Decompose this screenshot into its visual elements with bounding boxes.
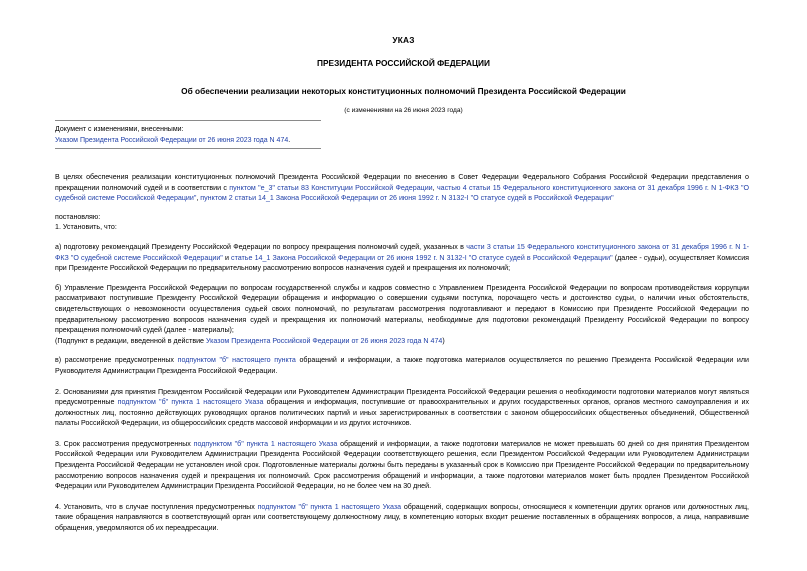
- decree-title: УКАЗ: [392, 35, 415, 45]
- changes-note: (с изменениями на 26 июня 2023 года): [344, 107, 463, 114]
- status-law-link[interactable]: пунктом 2 статьи 14_1 Закона Российской Федерации от 26 июня 1992 г. N 3132-I "О статусе судей в Российской Федерации": [200, 194, 614, 203]
- amendments-box: [55, 120, 321, 149]
- item-1v: в) рассмотрение предусмотренных подпунктом "б" настоящего пункта обращений и информации, а также подготовка материалов осуществляется по решению Президента Российской Федерации или Руководителя Администрации Президента Российской Федерации.: [55, 356, 749, 375]
- item-2: 2. Основаниями для принятия Президентом Российской Федерации или Руководителем Администрации Президента Российской Федерации решения о необходимости подготовки материалов могут являться предусмотренные подпунктом "б" пункта 1 настоящего Указа обращения и информация, поступившие от правоохранительных и других государственных органов, органов местного самоуправления и их должностных лиц, постоянно действующих руководящих органов политических партий и иных зарегистрированных в соответствии с законом общероссийских общественных объединений, Общественной палаты Российской Федерации, из общероссийских средств массовой информации и из других источников.: [55, 387, 749, 428]
- constitution-link[interactable]: пунктом "е_3" статьи 83 Конституции Российской Федерации: [229, 183, 433, 192]
- preamble-paragraph: В целях обеспечения реализации конституционных полномочий Президента Российской Федерации по внесению в Совет Федерации Федерального Собрания Российской Федерации представления о прекращении полномочий судей и в соответствии с пунктом "е_3" статьи 83 Конституции Российской Федерации, частью 4 статьи 15 Федерального конституционного закона от 31 декабря 1996 г. N 1-ФКЗ "О судебной системе Российской Федерации", пунктом 2 статьи 14_1 Закона Российской Федерации от 26 июня 1992 г. N 3132-I "О статусе судей в Российской Федерации": [55, 173, 749, 203]
- divider: [55, 120, 321, 121]
- item-1a: а) подготовку рекомендаций Президенту Российской Федерации по вопросу прекращения полномочий судей, указанных в части 3 статьи 15 Федерального конституционного закона от 31 декабря 1996 г. N 1-ФКЗ "О судебной системе Российской Федерации" и статье 14_1 Закона Российской Федерации от 26 июня 1992 г. N 3132-I "О статусе судей в Российской Федерации" (далее - судьи), осуществляет Комиссия при Президенте Российской Федерации по предварительному рассмотрению вопросов назначения судей и прекращения их полномочий;: [55, 242, 749, 273]
- item-4: 4. Установить, что в случае поступления предусмотренных подпунктом "б" пункта 1 настоящего Указа обращений, содержащих вопросы, относящиеся к компетенции других органов или должностных лиц, такие обращения направляются в соответствующий орган или соответствующему должностному лицу, в компетенцию которых входит решение поставленных в обращениях вопросов, а лица, направившие обращения, уведомляются об их переадресации.: [55, 502, 749, 533]
- divider: [55, 148, 321, 149]
- subitem-b-item-1-link[interactable]: подпунктом "б" пункта 1 настоящего Указа: [257, 502, 402, 511]
- item-1b: б) Управление Президента Российской Федерации по вопросам государственной службы и кадров совместно с Управлением Президента Российской Федерации по вопросам противодействия коррупции рассматривают поступившие Президенту Российской Федерации обращения и информацию о совершении судьями поступка, порочащего честь и достоинство судьи, о наличии иных обстоятельств, свидетельствующих о невозможности осуществления судьей своих полномочий, по результатам рассмотрения подготавливают и передают в Комиссию при Президенте Российской Федерации по предварительному рассмотрению вопросов назначения судей и прекращения их полномочий материалы, необходимые для подготовки рекомендаций Президенту Российской Федерации по вопросу прекращения полномочий судей (далее - материалы);: [55, 283, 749, 335]
- subitem-b-item-1-link[interactable]: подпунктом "б" пункта 1 настоящего Указа: [193, 439, 338, 448]
- amendment-link[interactable]: Указом Президента Российской Федерации от 26 июня 2023 года N 474: [55, 136, 289, 144]
- decree-subject: Об обеспечении реализации некоторых конституционных полномочий Президента Российской Федерации: [181, 86, 626, 96]
- subitem-b-item-1-link[interactable]: подпунктом "б" пункта 1 настоящего Указа: [117, 398, 264, 407]
- edit-decree-link[interactable]: Указом Президента Российской Федерации от 26 июня 2023 года N 474: [205, 336, 443, 345]
- amendments-entry: Указом Президента Российской Федерации от 26 июня 2023 года N 474.: [55, 136, 291, 144]
- document-body: [55, 172, 749, 541]
- item-1b-edit-note: (Подпункт в редакции, введенной в действие Указом Президента Российской Федерации от 26 июня 2023 года N 474): [55, 336, 445, 345]
- item-3: 3. Срок рассмотрения предусмотренных подпунктом "б" пункта 1 настоящего Указа обращений и информации, а также подготовки материалов не может превышать 60 дней со дня принятия Президентом Российской Федерации или Руководителем Администрации Президента Российской Федерации соответствующего решения, если Президентом Российской Федерации или Руководителем Администрации Президента Российской Федерации не установлен иной срок. Подготовленные материалы должны быть переданы в указанный срок в Комиссию при Президенте Российской Федерации по предварительному рассмотрению вопросов назначения судей и прекращения их полномочий. Срок рассмотрения обращений и информации, а также подготовки материалов может быть продлен Президентом Российской Федерации или Руководителем Администрации Президента Российской Федерации, но не более чем на 30 дней.: [55, 439, 749, 491]
- law-article-link[interactable]: статье 14_1 Закона Российской Федерации от 26 июня 1992 г. N 3132-I "О статусе судей в Российской Федерации": [231, 253, 613, 262]
- fkz-link[interactable]: частью 4 статьи 15 Федерального конституционного закона от 31 декабря 1996 г. N 1-ФКЗ "О судебной системе Российской Федерации": [55, 183, 749, 203]
- amendments-label: Документ с изменениями, внесенными:: [55, 126, 184, 133]
- subitem-b-link[interactable]: подпунктом "б" настоящего пункта: [177, 356, 296, 365]
- fkz-article-link[interactable]: части 3 статьи 15 Федерального конституционного закона от 31 декабря 1996 г. N 1-ФКЗ "О судебной системе Российской Федерации": [55, 242, 749, 262]
- decree-issuer: ПРЕЗИДЕНТА РОССИЙСКОЙ ФЕДЕРАЦИИ: [317, 58, 490, 68]
- item-1: 1. Установить, что:: [55, 223, 117, 232]
- decree-word: постановляю:: [55, 212, 101, 221]
